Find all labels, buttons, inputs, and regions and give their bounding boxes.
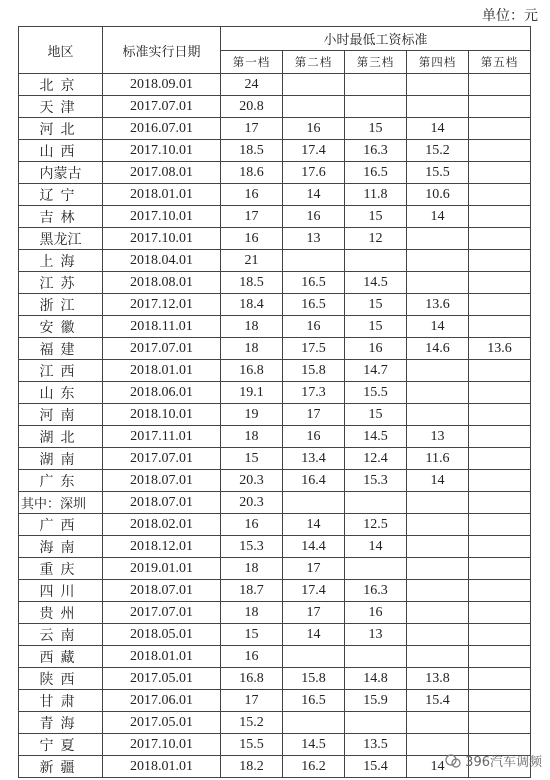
tier-5-cell bbox=[469, 580, 531, 602]
tier-3-cell: 16 bbox=[345, 338, 407, 360]
region-cell: 内蒙古 bbox=[19, 162, 103, 184]
tier-4-cell: 13 bbox=[407, 426, 469, 448]
table-row bbox=[19, 602, 531, 624]
tier-1-cell: 20.3 bbox=[221, 470, 283, 492]
table-row bbox=[19, 316, 531, 338]
tier-3-cell: 14.5 bbox=[345, 272, 407, 294]
tier-4-cell bbox=[407, 382, 469, 404]
tier-4-cell bbox=[407, 74, 469, 96]
region-cell: 宁夏 bbox=[19, 734, 103, 756]
tier-1-cell: 16 bbox=[221, 646, 283, 668]
tier-2-cell: 14 bbox=[283, 514, 345, 536]
tier-3-cell: 15 bbox=[345, 294, 407, 316]
date-cell: 2018.05.01 bbox=[103, 624, 221, 646]
tier-3-cell: 13.5 bbox=[345, 734, 407, 756]
tier-5-cell bbox=[469, 404, 531, 426]
tier-2-cell: 16.5 bbox=[283, 272, 345, 294]
tier-4-cell bbox=[407, 536, 469, 558]
tier-2-cell: 17.4 bbox=[283, 580, 345, 602]
date-cell: 2018.04.01 bbox=[103, 250, 221, 272]
region-cell: 上海 bbox=[19, 250, 103, 272]
region-cell: 四川 bbox=[19, 580, 103, 602]
tier-4-cell: 15.4 bbox=[407, 690, 469, 712]
tier-5-cell bbox=[469, 360, 531, 382]
tier-2-cell: 14.5 bbox=[283, 734, 345, 756]
region-cell: 辽宁 bbox=[19, 184, 103, 206]
tier-3-cell: 15 bbox=[345, 206, 407, 228]
tier-4-cell bbox=[407, 250, 469, 272]
tier-1-cell: 17 bbox=[221, 118, 283, 140]
tier-3-cell: 16.5 bbox=[345, 162, 407, 184]
tier-4-cell bbox=[407, 558, 469, 580]
tier-4-cell: 14 bbox=[407, 206, 469, 228]
table-row bbox=[19, 448, 531, 470]
tier-5-cell bbox=[469, 294, 531, 316]
tier-5-cell bbox=[469, 140, 531, 162]
region-cell: 西藏 bbox=[19, 646, 103, 668]
region-cell: 贵州 bbox=[19, 602, 103, 624]
tier-1-cell: 20.8 bbox=[221, 96, 283, 118]
date-cell: 2017.06.01 bbox=[103, 690, 221, 712]
tier-3-cell bbox=[345, 712, 407, 734]
tier-3-cell: 14.8 bbox=[345, 668, 407, 690]
tier-3-cell: 14.7 bbox=[345, 360, 407, 382]
unit-label: 单位：元 bbox=[482, 8, 538, 24]
tier-1-cell: 18.7 bbox=[221, 580, 283, 602]
tier-1-cell: 18.5 bbox=[221, 272, 283, 294]
tier-3-cell: 12.4 bbox=[345, 448, 407, 470]
tier-2-cell: 17.5 bbox=[283, 338, 345, 360]
tier-1-cell: 15.5 bbox=[221, 734, 283, 756]
tier-1-cell: 18 bbox=[221, 558, 283, 580]
tier-5-cell bbox=[469, 250, 531, 272]
table-row bbox=[19, 162, 531, 184]
header-group: 小时最低工资标准 bbox=[221, 27, 531, 51]
region-cell: 吉林 bbox=[19, 206, 103, 228]
tier-3-cell: 12.5 bbox=[345, 514, 407, 536]
tier-5-cell bbox=[469, 690, 531, 712]
date-cell: 2018.01.01 bbox=[103, 184, 221, 206]
tier-2-cell: 14 bbox=[283, 184, 345, 206]
tier-2-cell: 17.6 bbox=[283, 162, 345, 184]
tier-4-cell bbox=[407, 514, 469, 536]
tier-5-cell bbox=[469, 492, 531, 514]
tier-2-cell bbox=[283, 96, 345, 118]
tier-1-cell: 18.5 bbox=[221, 140, 283, 162]
table-row bbox=[19, 624, 531, 646]
tier-3-cell: 16.3 bbox=[345, 140, 407, 162]
tier-4-cell bbox=[407, 492, 469, 514]
date-cell: 2018.07.01 bbox=[103, 470, 221, 492]
region-cell: 湖南 bbox=[19, 448, 103, 470]
tier-2-cell: 17 bbox=[283, 602, 345, 624]
tier-3-cell: 15.9 bbox=[345, 690, 407, 712]
tier-1-cell: 18 bbox=[221, 316, 283, 338]
tier-2-cell: 16.2 bbox=[283, 756, 345, 778]
tier-2-cell: 14.4 bbox=[283, 536, 345, 558]
tier-2-cell: 16 bbox=[283, 316, 345, 338]
tier-4-cell bbox=[407, 624, 469, 646]
tier-3-cell: 16 bbox=[345, 602, 407, 624]
tier-3-cell: 14 bbox=[345, 536, 407, 558]
tier-1-cell: 19.1 bbox=[221, 382, 283, 404]
tier-4-cell: 10.6 bbox=[407, 184, 469, 206]
tier-3-cell: 13 bbox=[345, 624, 407, 646]
tier-5-cell bbox=[469, 448, 531, 470]
tier-1-cell: 16.8 bbox=[221, 668, 283, 690]
tier-3-cell bbox=[345, 74, 407, 96]
region-cell: 安徽 bbox=[19, 316, 103, 338]
tier-4-cell: 13.6 bbox=[407, 294, 469, 316]
table-row bbox=[19, 140, 531, 162]
region-cell: 江苏 bbox=[19, 272, 103, 294]
tier-4-cell: 13.8 bbox=[407, 668, 469, 690]
date-cell: 2018.07.01 bbox=[103, 580, 221, 602]
tier-4-cell bbox=[407, 360, 469, 382]
tier-2-cell: 16 bbox=[283, 118, 345, 140]
date-cell: 2018.02.01 bbox=[103, 514, 221, 536]
tier-4-cell: 14.6 bbox=[407, 338, 469, 360]
tier-2-cell: 17 bbox=[283, 404, 345, 426]
tier-3-cell: 16.3 bbox=[345, 580, 407, 602]
date-cell: 2017.07.01 bbox=[103, 448, 221, 470]
date-cell: 2016.07.01 bbox=[103, 118, 221, 140]
date-cell: 2017.10.01 bbox=[103, 140, 221, 162]
tier-1-cell: 21 bbox=[221, 250, 283, 272]
tier-5-cell bbox=[469, 426, 531, 448]
tier-5-cell: 13.6 bbox=[469, 338, 531, 360]
date-cell: 2018.08.01 bbox=[103, 272, 221, 294]
watermark bbox=[445, 751, 542, 770]
region-cell: 河南 bbox=[19, 404, 103, 426]
header-tier-2: 第二档 bbox=[283, 51, 345, 74]
tier-4-cell: 14 bbox=[407, 118, 469, 140]
date-cell: 2018.12.01 bbox=[103, 536, 221, 558]
tier-5-cell bbox=[469, 206, 531, 228]
watermark-text: 396汽车调频 bbox=[465, 755, 542, 770]
region-cell: 山西 bbox=[19, 140, 103, 162]
tier-3-cell bbox=[345, 250, 407, 272]
tier-1-cell: 15.2 bbox=[221, 712, 283, 734]
date-cell: 2018.11.01 bbox=[103, 316, 221, 338]
table-row bbox=[19, 470, 531, 492]
tier-1-cell: 15.3 bbox=[221, 536, 283, 558]
region-cell: 福建 bbox=[19, 338, 103, 360]
tier-5-cell bbox=[469, 272, 531, 294]
tier-5-cell bbox=[469, 96, 531, 118]
tier-2-cell: 16 bbox=[283, 206, 345, 228]
region-cell: 天津 bbox=[19, 96, 103, 118]
table-row bbox=[19, 646, 531, 668]
tier-4-cell bbox=[407, 602, 469, 624]
tier-5-cell bbox=[469, 514, 531, 536]
table-row bbox=[19, 668, 531, 690]
region-cell: 河北 bbox=[19, 118, 103, 140]
minimum-wage-table bbox=[18, 26, 531, 778]
tier-4-cell bbox=[407, 646, 469, 668]
table-body bbox=[19, 74, 531, 778]
table-row bbox=[19, 426, 531, 448]
tier-2-cell bbox=[283, 74, 345, 96]
tier-4-cell bbox=[407, 96, 469, 118]
tier-5-cell bbox=[469, 184, 531, 206]
region-cell: 江西 bbox=[19, 360, 103, 382]
tier-5-cell bbox=[469, 162, 531, 184]
table-row bbox=[19, 536, 531, 558]
table-row bbox=[19, 690, 531, 712]
date-cell: 2017.10.01 bbox=[103, 734, 221, 756]
tier-1-cell: 16 bbox=[221, 514, 283, 536]
tier-4-cell: 11.6 bbox=[407, 448, 469, 470]
tier-1-cell: 18.4 bbox=[221, 294, 283, 316]
tier-5-cell bbox=[469, 74, 531, 96]
tier-1-cell: 17 bbox=[221, 690, 283, 712]
tier-2-cell: 15.8 bbox=[283, 668, 345, 690]
region-cell: 海南 bbox=[19, 536, 103, 558]
date-cell: 2017.07.01 bbox=[103, 602, 221, 624]
tier-5-cell bbox=[469, 382, 531, 404]
tier-2-cell: 15.8 bbox=[283, 360, 345, 382]
table-row bbox=[19, 96, 531, 118]
region-cell: 新疆 bbox=[19, 756, 103, 778]
tier-5-cell bbox=[469, 228, 531, 250]
date-cell: 2018.01.01 bbox=[103, 360, 221, 382]
tier-1-cell: 19 bbox=[221, 404, 283, 426]
tier-5-cell bbox=[469, 470, 531, 492]
table-row bbox=[19, 404, 531, 426]
tier-5-cell bbox=[469, 624, 531, 646]
tier-5-cell bbox=[469, 118, 531, 140]
date-cell: 2017.05.01 bbox=[103, 712, 221, 734]
header-region: 地区 bbox=[19, 27, 103, 74]
tier-3-cell bbox=[345, 492, 407, 514]
table-row bbox=[19, 118, 531, 140]
tier-2-cell bbox=[283, 250, 345, 272]
tier-2-cell: 17 bbox=[283, 558, 345, 580]
region-cell: 青海 bbox=[19, 712, 103, 734]
tier-5-cell bbox=[469, 712, 531, 734]
table-row bbox=[19, 294, 531, 316]
tier-2-cell: 16 bbox=[283, 426, 345, 448]
tier-2-cell bbox=[283, 492, 345, 514]
date-cell: 2018.10.01 bbox=[103, 404, 221, 426]
date-cell: 2017.08.01 bbox=[103, 162, 221, 184]
tier-5-cell bbox=[469, 558, 531, 580]
date-cell: 2018.06.01 bbox=[103, 382, 221, 404]
header-date: 标准实行日期 bbox=[103, 27, 221, 74]
tier-5-cell bbox=[469, 646, 531, 668]
tier-3-cell: 15 bbox=[345, 118, 407, 140]
tier-1-cell: 18.2 bbox=[221, 756, 283, 778]
tier-3-cell: 15.4 bbox=[345, 756, 407, 778]
table-row bbox=[19, 250, 531, 272]
tier-1-cell: 16 bbox=[221, 228, 283, 250]
date-cell: 2017.10.01 bbox=[103, 206, 221, 228]
tier-3-cell: 11.8 bbox=[345, 184, 407, 206]
tier-4-cell: 15.5 bbox=[407, 162, 469, 184]
tier-1-cell: 16.8 bbox=[221, 360, 283, 382]
region-cell: 其中：深圳 bbox=[19, 492, 103, 514]
table-row bbox=[19, 206, 531, 228]
tier-4-cell: 14 bbox=[407, 470, 469, 492]
table-row bbox=[19, 74, 531, 96]
tier-2-cell: 14 bbox=[283, 624, 345, 646]
table-row bbox=[19, 360, 531, 382]
table-row bbox=[19, 712, 531, 734]
tier-3-cell bbox=[345, 558, 407, 580]
tier-2-cell: 13.4 bbox=[283, 448, 345, 470]
tier-4-cell: 14 bbox=[407, 316, 469, 338]
tier-3-cell bbox=[345, 96, 407, 118]
date-cell: 2018.01.01 bbox=[103, 756, 221, 778]
table-row bbox=[19, 184, 531, 206]
tier-4-cell bbox=[407, 404, 469, 426]
table-row bbox=[19, 338, 531, 360]
region-cell: 陕西 bbox=[19, 668, 103, 690]
tier-2-cell: 16.5 bbox=[283, 690, 345, 712]
date-cell: 2019.01.01 bbox=[103, 558, 221, 580]
region-cell: 广东 bbox=[19, 470, 103, 492]
tier-2-cell bbox=[283, 646, 345, 668]
header-tier-3: 第三档 bbox=[345, 51, 407, 74]
table-row bbox=[19, 382, 531, 404]
tier-4-cell bbox=[407, 272, 469, 294]
tier-1-cell: 18.6 bbox=[221, 162, 283, 184]
region-cell: 北京 bbox=[19, 74, 103, 96]
date-cell: 2017.05.01 bbox=[103, 668, 221, 690]
tier-1-cell: 15 bbox=[221, 624, 283, 646]
tier-2-cell: 16.4 bbox=[283, 470, 345, 492]
tier-3-cell bbox=[345, 646, 407, 668]
date-cell: 2017.07.01 bbox=[103, 338, 221, 360]
header-tier-4: 第四档 bbox=[407, 51, 469, 74]
tier-3-cell: 15 bbox=[345, 404, 407, 426]
date-cell: 2017.11.01 bbox=[103, 426, 221, 448]
region-cell: 广西 bbox=[19, 514, 103, 536]
date-cell: 2018.07.01 bbox=[103, 492, 221, 514]
tier-2-cell bbox=[283, 712, 345, 734]
tier-4-cell: 14 bbox=[407, 756, 469, 778]
header-tier-1: 第一档 bbox=[221, 51, 283, 74]
tier-3-cell: 12 bbox=[345, 228, 407, 250]
region-cell: 浙江 bbox=[19, 294, 103, 316]
tier-5-cell bbox=[469, 668, 531, 690]
tier-1-cell: 16 bbox=[221, 184, 283, 206]
tier-2-cell: 16.5 bbox=[283, 294, 345, 316]
tier-2-cell: 17.4 bbox=[283, 140, 345, 162]
region-cell: 黑龙江 bbox=[19, 228, 103, 250]
tier-4-cell: 15.2 bbox=[407, 140, 469, 162]
region-cell: 湖北 bbox=[19, 426, 103, 448]
tier-4-cell bbox=[407, 580, 469, 602]
tier-2-cell: 17.3 bbox=[283, 382, 345, 404]
region-cell: 重庆 bbox=[19, 558, 103, 580]
header-tier-5: 第五档 bbox=[469, 51, 531, 74]
wechat-icon bbox=[445, 753, 461, 769]
date-cell: 2017.07.01 bbox=[103, 96, 221, 118]
table-row bbox=[19, 580, 531, 602]
tier-3-cell: 15.5 bbox=[345, 382, 407, 404]
table-row bbox=[19, 558, 531, 580]
tier-5-cell bbox=[469, 536, 531, 558]
tier-1-cell: 18 bbox=[221, 338, 283, 360]
tier-5-cell bbox=[469, 316, 531, 338]
tier-1-cell: 15 bbox=[221, 448, 283, 470]
table-row bbox=[19, 272, 531, 294]
tier-5-cell bbox=[469, 602, 531, 624]
region-cell: 云南 bbox=[19, 624, 103, 646]
table-row bbox=[19, 228, 531, 250]
tier-1-cell: 18 bbox=[221, 602, 283, 624]
region-cell: 山东 bbox=[19, 382, 103, 404]
tier-3-cell: 15.3 bbox=[345, 470, 407, 492]
region-cell: 甘肃 bbox=[19, 690, 103, 712]
tier-1-cell: 18 bbox=[221, 426, 283, 448]
date-cell: 2017.12.01 bbox=[103, 294, 221, 316]
tier-3-cell: 14.5 bbox=[345, 426, 407, 448]
date-cell: 2018.01.01 bbox=[103, 646, 221, 668]
tier-1-cell: 20.3 bbox=[221, 492, 283, 514]
tier-3-cell: 15 bbox=[345, 316, 407, 338]
table-row bbox=[19, 492, 531, 514]
tier-2-cell: 13 bbox=[283, 228, 345, 250]
date-cell: 2018.09.01 bbox=[103, 74, 221, 96]
date-cell: 2017.10.01 bbox=[103, 228, 221, 250]
tier-4-cell bbox=[407, 228, 469, 250]
tier-1-cell: 17 bbox=[221, 206, 283, 228]
table-row bbox=[19, 514, 531, 536]
tier-1-cell: 24 bbox=[221, 74, 283, 96]
tier-4-cell bbox=[407, 712, 469, 734]
